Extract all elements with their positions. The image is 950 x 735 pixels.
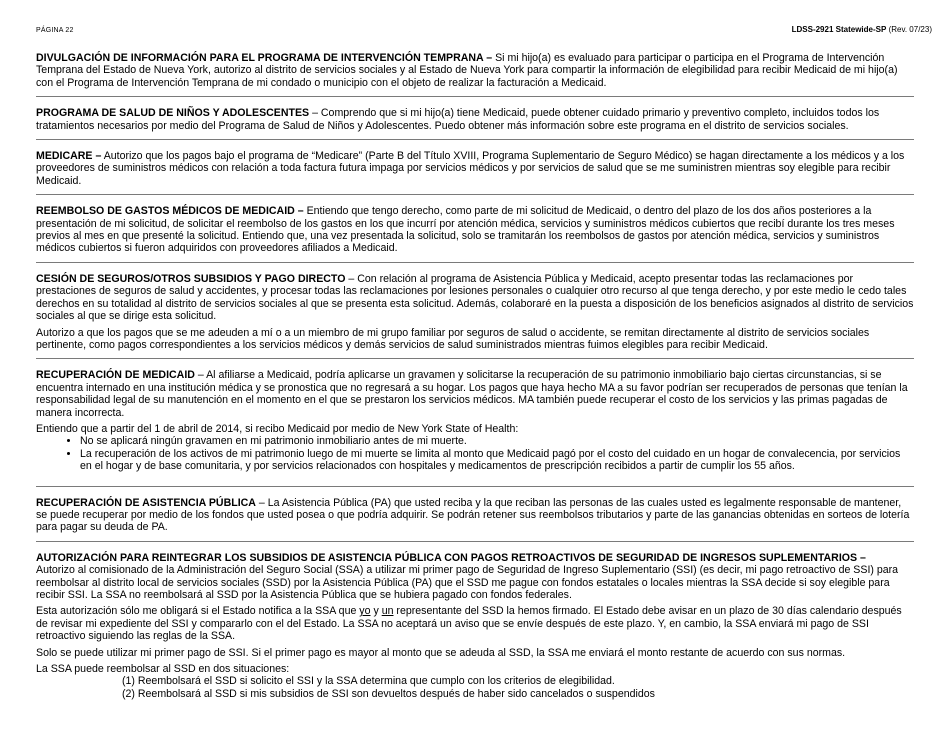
- underlined-word: un: [381, 605, 394, 618]
- section-text: Autorizo que los pagos bajo el programa de “Medicare” (Parte B del Título XVIII, Programa Suplementario de Seguro Médico) se hagan directamente a los médicos y a los proveedores de suministros médicos con relación a toda factura futura impaga por servicios médicos y por servicios de salud que se me suministren mientras soy elegible para recibir Medicaid.: [36, 150, 905, 187]
- section-text: – Con relación al programa de Asistencia Pública y Medicaid, acepto presentar todas las reclamaciones por prestaciones de seguros de salud y accidentes, y procesar todas las reclamaciones por lesiones personales o cualquier otro recurso al que tenga derecho, y por este medio le cedo tales derechos en su totalidad al distrito de servicios sociales al que se presenta esta solicitud. Además, colaboraré en la puesta a disposición de los beneficios asignados al distrito de servicios sociales al que se dirige esta solicitud.: [36, 272, 914, 323]
- section-title: PROGRAMA DE SALUD DE NIÑOS Y ADOLESCENTES: [36, 107, 310, 120]
- section-paragraph-2: [36, 605, 914, 642]
- form-identifier: [792, 25, 932, 34]
- section-paragraph: [36, 497, 914, 534]
- section-paragraph-3: Solo se puede utilizar mi primer pago de SSI. Si el primer pago es mayor al monto que se adeuda al SSD, la SSA me enviará el monto restante de acuerdo con sus normas.: [36, 646, 846, 659]
- numbered-list: [36, 675, 914, 700]
- section-paragraph: [36, 273, 914, 323]
- form-code: LDSS-2921: [791, 25, 834, 34]
- section-early-intervention: [36, 52, 914, 97]
- section-paragraph: [36, 205, 914, 255]
- section-paragraph-4: La SSA puede reembolsar al SSD en dos situaciones:: [36, 663, 290, 676]
- section-paragraph: [36, 150, 914, 187]
- section-title: RECUPERACIÓN DE ASISTENCIA PÚBLICA: [36, 496, 256, 509]
- section-text: Entiendo que tengo derecho, como parte de mi solicitud de Medicaid, o dentro del plazo de los dos años posteriores a la presentación de mi solicitud, de solicitar el reembolso de los gastos en los que incurrí por atención médica, servicios y suministros médicos cubiertos que recibí durante los tres meses previos al mes en que presenté la solicitud. Entiendo que, una vez presentada la solicitud, solo se tramitarán los reembolsos de gastos por atención médica, servicios y suministros médicos cubiertos si fueron adquiridos con proveedores afiliados a Medicaid.: [36, 205, 895, 255]
- document-body: [36, 52, 914, 707]
- list-item: • No se aplicará ningún gravamen en mi patrimonio inmobiliario antes de mi muerte.: [80, 435, 914, 447]
- list-item: (2) Reembolsará al SSD si mis subsidios de SSI son devueltos después de haber sido cancelados o suspendidos: [122, 687, 655, 700]
- list-item: • La recuperación de los activos de mi patrimonio luego de mi muerte se limita al monto que Medicaid pagó por el costo del cuidado en un hogar de convalecencia, por servicios en el hogar y de base comunitaria, y por servicios relacionados con hospitales y medicamentos de prescripción recibidos a partir de cumplir los 55 años.: [80, 448, 914, 473]
- section-title: REEMBOLSO DE GASTOS MÉDICOS DE MEDICAID –: [36, 205, 304, 218]
- text-run: Esta autorización sólo me obligará si el Estado notifica a la SSA que: [36, 605, 360, 618]
- section-title-line: [36, 552, 914, 564]
- section-paragraph-2: Autorizo a que los pagos que se me adeuden a mí o a un miembro de mi grupo familiar por seguros de salud o accidente, se remitan directamente al distrito de servicios sociales pertinente, como pagos correspondientes a los servicios médicos y demás servicios de salud suministrados mientras fuimos elegibles para recibir Medicaid.: [36, 326, 870, 351]
- section-paragraph: Autorizo al comisionado de la Administración del Seguro Social (SSA) a utilizar mi primer pago de Seguridad de Ingreso Suplementario (SSI) (es decir, mi pago retroactivo de SSI) para reembolsar al distrito local de servicios sociales (SSD) por la Asistencia Pública (PA) que el SSD me pague con fondos estatales o locales mientras la SSA decide si soy elegible para recibir SSI. La SSA no reembolsará al SSD por la Asistencia Pública que se hubiera pagado con fondos federales.: [36, 564, 899, 601]
- underlined-word: yo: [359, 605, 371, 618]
- section-text: – Comprendo que si mi hijo(a) tiene Medicaid, puede obtener cuidado primario y preventivo completo, incluidos todos los tratamientos necesarios por medio del Programa de Salud de Niños y Adolescentes. Puedo obtener más información sobre este programa en el distrito de servicios sociales.: [36, 107, 880, 132]
- bullet-list: [36, 435, 914, 472]
- page-number: PÁGINA 22: [36, 27, 74, 34]
- form-revision: (Rev. 07/23): [888, 25, 932, 34]
- section-text: – La Asistencia Pública (PA) que usted reciba y la que reciban las personas de las cuales usted es legalmente responsable de mantener, se puede recuperar por medio de los fondos que usted posea o que podría adquirir. Se podrán retener sus reembolsos tributarios y parte de las ganancias obtenidas en sorteos de lotería para pagar su deuda de PA.: [36, 496, 910, 534]
- section-paragraph: [36, 107, 914, 132]
- section-paragraph: [36, 369, 914, 419]
- section-title: AUTORIZACIÓN PARA REINTEGRAR LOS SUBSIDIOS DE ASISTENCIA PÚBLICA CON PAGOS RETROACTIVOS DE SEGURIDAD DE INGRESOS SUPLEMENTARIOS –: [36, 551, 866, 564]
- section-medicaid-reimbursement: [36, 205, 914, 263]
- section-title: DIVULGACIÓN DE INFORMACIÓN PARA EL PROGRAMA DE INTERVENCIÓN TEMPRANA –: [36, 52, 493, 64]
- section-child-teen-health: [36, 107, 914, 140]
- section-text: Si mi hijo(a) es evaluado para participar o participa en el Programa de Intervención Temprana del Estado de Nueva York, autorizo al distrito de servicios sociales y al Estado de Nueva York para compartir la información de elegibilidad para recibir Medicaid de mi hijo(a) con el Programa de Intervención Temprana de mi condado o municipio con el objeto de realizar la facturación a Medicaid.: [36, 52, 898, 89]
- list-item: (1) Reembolsará el SSD si solicito el SSI y la SSA determina que cumplo con los criterios de elegibilidad.: [122, 675, 615, 688]
- form-variant: Statewide-SP: [835, 25, 887, 34]
- section-insurance-assignment: [36, 273, 914, 359]
- text-run: y: [370, 605, 382, 618]
- section-paragraph: [36, 52, 914, 89]
- section-text: – Al afiliarse a Medicaid, podría aplicarse un gravamen y solicitarse la recuperación de su patrimonio inmobiliario bajo ciertas circunstancias, si se encuentra internado en una institución médica y se pronostica que no regresará a su hogar. Los pagos que haya hecho MA a su favor podrían ser recuperados de personas que tenían la responsabilidad legal de su manutención en el momento en el que se prestaron los servicios médicos. MA también puede recuperar el costo de los servicios y las primas pagadas de manera incorrecta.: [36, 369, 908, 419]
- section-medicaid-recovery: [36, 369, 914, 486]
- section-paragraph-2: Entiendo que a partir del 1 de abril de 2014, si recibo Medicaid por medio de New York State of Health:: [36, 422, 519, 435]
- text-run: representante del SSD la hemos firmado. El Estado debe avisar en un plazo de 30 días calendario después de revisar mi expediente del SSI y compararlo con el del Estado. La SSA no aceptará un aviso que se envíe después de este plazo. Y, en cambio, la SSA enviará mi pago de SSI retroactivo siguiendo las reglas de la SSA.: [36, 605, 902, 643]
- section-public-assistance-recovery: [36, 497, 914, 542]
- section-title: MEDICARE –: [36, 150, 102, 163]
- section-ssi-authorization: [36, 552, 914, 707]
- section-title: RECUPERACIÓN DE MEDICAID: [36, 369, 195, 382]
- section-title: CESIÓN DE SEGUROS/OTROS SUBSIDIOS Y PAGO DIRECTO: [36, 272, 346, 285]
- section-medicare: [36, 150, 914, 195]
